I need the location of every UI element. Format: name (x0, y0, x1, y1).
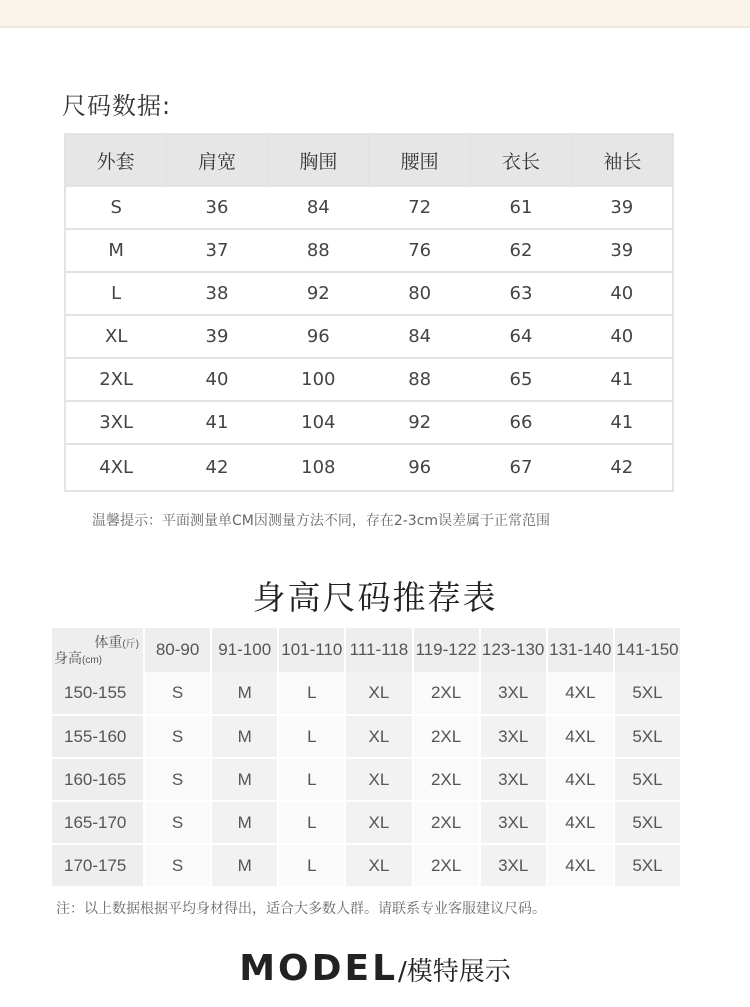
top-banner-strip (0, 0, 750, 28)
size-table-row (65, 272, 673, 315)
recommended-size-cell: M (211, 758, 278, 801)
measurement-cell: 88 (369, 358, 470, 401)
height-label: 身高(cm) (54, 650, 102, 666)
measurement-cell: 84 (369, 315, 470, 358)
recommended-size-cell: 4XL (547, 758, 614, 801)
recommended-size-cell: XL (345, 758, 412, 801)
recommended-size-cell: M (211, 844, 278, 887)
size-label-cell: L (65, 272, 166, 315)
size-label-cell: M (65, 229, 166, 272)
measurement-cell: 63 (470, 272, 571, 315)
recommend-header-row (52, 628, 681, 672)
model-heading (0, 948, 750, 989)
recommended-size-cell: M (211, 801, 278, 844)
size-label-cell: 3XL (65, 401, 166, 444)
recommended-size-cell: S (144, 672, 211, 715)
model-title-en: MODEL (239, 948, 399, 989)
recommended-size-cell: 2XL (413, 844, 480, 887)
measurement-tip: 温馨提示：平面测量单CM因测量方法不同，存在2-3cm误差属于正常范围 (92, 513, 551, 529)
measurement-cell: 39 (572, 229, 673, 272)
measurement-cell: 39 (572, 186, 673, 229)
recommended-size-cell: XL (345, 801, 412, 844)
recommended-size-cell: L (278, 715, 345, 758)
recommended-size-cell: 2XL (413, 758, 480, 801)
recommend-row (52, 672, 681, 715)
recommended-size-cell: 3XL (480, 801, 547, 844)
size-label-cell: XL (65, 315, 166, 358)
recommended-size-cell: 3XL (480, 758, 547, 801)
measurement-cell: 37 (166, 229, 267, 272)
recommended-size-cell: 5XL (614, 844, 681, 887)
height-range-cell: 170-175 (52, 844, 144, 887)
recommended-size-cell: L (278, 758, 345, 801)
size-label-cell: 4XL (99, 457, 134, 478)
header-cell: 袖长 (572, 134, 673, 186)
recommended-size-cell: 3XL (480, 844, 547, 887)
recommend-row (52, 758, 681, 801)
measurement-cell: 72 (369, 186, 470, 229)
recommended-size-cell: S (144, 758, 211, 801)
measurement-cell: 66 (470, 401, 571, 444)
size-table-header-row (65, 134, 673, 186)
recommended-size-cell: 2XL (413, 801, 480, 844)
header-cell: 腰围 (369, 134, 470, 186)
size-table-row (65, 401, 673, 444)
measurement-cell: 40 (166, 358, 267, 401)
measurement-cell: 64 (470, 315, 571, 358)
weight-range-cell: 131-140 (547, 628, 614, 672)
recommended-size-cell: S (144, 715, 211, 758)
recommend-table (52, 628, 682, 888)
measurement-cell: 92 (268, 272, 369, 315)
measurement-cell: 65 (470, 358, 571, 401)
measurement-cell: 42 (610, 457, 634, 478)
recommended-size-cell: 2XL (413, 672, 480, 715)
corner-cell (52, 628, 144, 672)
recommended-size-cell: 5XL (614, 715, 681, 758)
size-table-row (65, 229, 673, 272)
measurement-cell: 38 (166, 272, 267, 315)
measurement-cell: 42 (205, 457, 229, 478)
recommended-size-cell: L (278, 672, 345, 715)
weight-label: 体重(斤) (94, 634, 139, 650)
recommended-size-cell: 4XL (547, 672, 614, 715)
recommend-title: 身高尺码推荐表 (252, 578, 498, 617)
size-table (64, 133, 674, 492)
measurement-cell: 41 (166, 401, 267, 444)
recommended-size-cell: XL (345, 672, 412, 715)
measurement-cell: 76 (369, 229, 470, 272)
height-range-cell: 155-160 (52, 715, 144, 758)
measurement-cell: 41 (572, 401, 673, 444)
measurement-cell: 36 (166, 186, 267, 229)
height-range-cell: 160-165 (52, 758, 144, 801)
recommended-size-cell: 5XL (614, 801, 681, 844)
height-range-cell: 165-170 (52, 801, 144, 844)
recommended-size-cell: 3XL (480, 715, 547, 758)
recommend-note: 注：以上数据根据平均身材得出，适合大多数人群。请联系专业客服建议尺码。 (56, 901, 546, 917)
measurement-cell: 61 (470, 186, 571, 229)
recommended-size-cell: 5XL (614, 672, 681, 715)
header-cell: 衣长 (470, 134, 571, 186)
measurement-cell: 104 (268, 401, 369, 444)
weight-range-cell: 91-100 (211, 628, 278, 672)
size-table-row (65, 315, 673, 358)
size-label-cell: 2XL (65, 358, 166, 401)
measurement-cell: 84 (268, 186, 369, 229)
weight-range-cell: 119-122 (413, 628, 480, 672)
recommended-size-cell: XL (345, 715, 412, 758)
weight-range-cell: 141-150 (614, 628, 681, 672)
recommend-row (52, 844, 681, 887)
weight-range-cell: 111-118 (345, 628, 412, 672)
measurement-cell: 96 (408, 457, 432, 478)
recommended-size-cell: S (144, 844, 211, 887)
measurement-cell: 62 (470, 229, 571, 272)
recommended-size-cell: XL (345, 844, 412, 887)
measurement-cell: 108 (301, 457, 336, 478)
header-cell: 肩宽 (166, 134, 267, 186)
size-label-cell: S (65, 186, 166, 229)
recommended-size-cell: M (211, 715, 278, 758)
measurement-cell: 41 (572, 358, 673, 401)
size-table-body (65, 186, 673, 491)
size-table-row (65, 444, 673, 491)
size-table-row (65, 358, 673, 401)
size-table-row (65, 186, 673, 229)
recommended-size-cell: 5XL (614, 758, 681, 801)
measurement-cell: 67 (509, 457, 533, 478)
header-cell: 外套 (65, 134, 166, 186)
weight-range-cell: 80-90 (144, 628, 211, 672)
recommended-size-cell: 4XL (547, 844, 614, 887)
weight-range-cell: 123-130 (480, 628, 547, 672)
recommended-size-cell: M (211, 672, 278, 715)
size-data-title: 尺码数据: (62, 92, 172, 120)
model-title-cn: /模特展示 (398, 957, 511, 987)
measurement-cell: 40 (572, 272, 673, 315)
recommended-size-cell: S (144, 801, 211, 844)
recommended-size-cell: L (278, 844, 345, 887)
measurement-cell: 96 (268, 315, 369, 358)
recommend-row (52, 715, 681, 758)
measurement-cell: 92 (369, 401, 470, 444)
header-cell: 胸围 (268, 134, 369, 186)
measurement-cell: 88 (268, 229, 369, 272)
recommended-size-cell: L (278, 801, 345, 844)
recommended-size-cell: 4XL (547, 801, 614, 844)
measurement-cell: 80 (369, 272, 470, 315)
recommend-row (52, 801, 681, 844)
recommended-size-cell: 4XL (547, 715, 614, 758)
weight-range-cell: 101-110 (278, 628, 345, 672)
measurement-cell: 39 (166, 315, 267, 358)
measurement-cell: 40 (572, 315, 673, 358)
measurement-cell: 100 (268, 358, 369, 401)
recommended-size-cell: 2XL (413, 715, 480, 758)
height-range-cell: 150-155 (52, 672, 144, 715)
recommend-table-body (52, 672, 681, 887)
recommended-size-cell: 3XL (480, 672, 547, 715)
